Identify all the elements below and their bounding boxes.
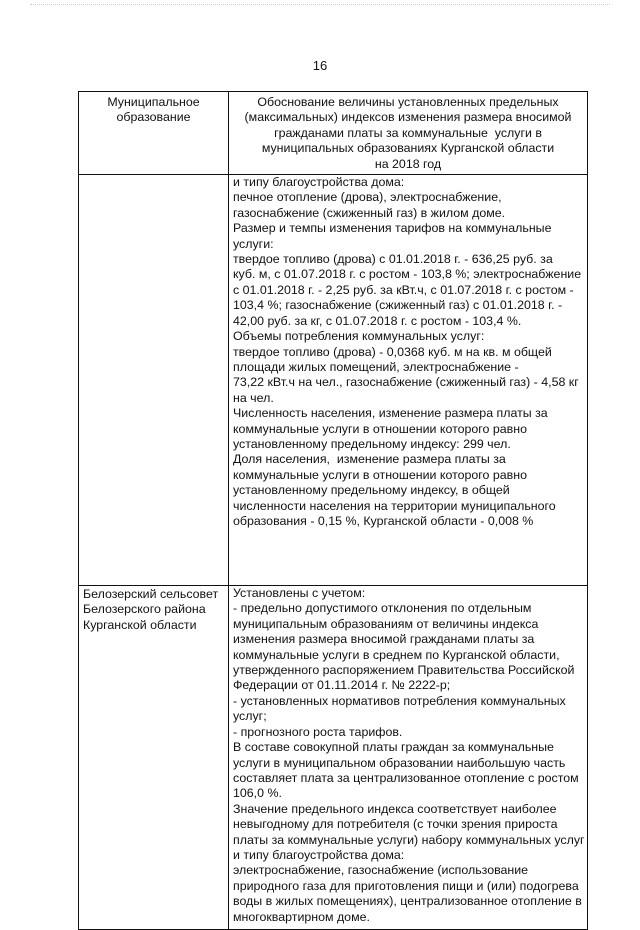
text-line: Установлены с учетом: — [233, 586, 366, 601]
table-header-row — [79, 92, 588, 175]
header-left-lines — [83, 95, 224, 126]
row1-right-lines — [233, 175, 585, 529]
justification-table — [78, 91, 588, 930]
text-line: на 2018 год — [374, 156, 442, 171]
text-line: изменения размера вносимой гражданами платы за — [233, 632, 535, 647]
text-line: образования - 0,15 %, Курганской области - 0,008 % — [233, 513, 534, 528]
text-line: численности населения на территории муниципального — [233, 498, 556, 513]
text-line: площади жилых помещений, электроснабжение - — [233, 359, 519, 374]
text-line: Размер и темпы изменения тарифов на коммунальные — [233, 221, 552, 236]
text-line: услуг; — [233, 709, 267, 724]
text-line: куб. м, с 01.07.2018 г. с ростом - 103,8 %; электроснабжение — [233, 267, 582, 282]
text-line: Курганской области — [83, 617, 197, 632]
header-right-lines — [233, 95, 583, 172]
row1-municipality-cell — [79, 175, 229, 586]
text-line: твердое топливо (дрова) с 01.01.2018 г. - 636,25 руб. за — [233, 252, 553, 267]
text-line: В составе совокупной платы граждан за коммунальные — [233, 740, 554, 755]
row2-right-lines — [233, 586, 585, 925]
text-line: образование — [116, 110, 191, 125]
text-line: Объемы потребления коммунальных услуг: — [233, 329, 485, 344]
text-line: Обоснование величины установленных предельных — [257, 95, 559, 109]
text-line: Федерации от 01.11.2014 г. № 2222-р; — [233, 678, 451, 693]
text-line: установленному предельному индексу: 299 чел. — [233, 436, 511, 451]
text-line: установленному предельному индексу, в общей — [233, 483, 510, 498]
page-number: 16 — [312, 58, 328, 73]
text-line: на чел. — [233, 390, 274, 405]
text-line: утвержденного распоряжением Правительства Российской — [233, 663, 575, 678]
text-line: печное отопление (дрова), электроснабжение, — [233, 190, 502, 205]
text-line: газоснабжение (сжиженный газ) в жилом доме. — [233, 205, 506, 220]
text-line: - предельно допустимого отклонения по отдельным — [233, 601, 532, 616]
text-line: 103,4 %; газоснабжение (сжиженный газ) с 01.01.2018 г. - — [233, 298, 563, 313]
text-line: гражданами платы за коммунальные услуги в — [274, 125, 542, 140]
text-line: муниципальным образованиям от величины индекса — [233, 616, 539, 631]
text-line: платы за коммунальные услуги) набору коммунальных услуг — [233, 832, 585, 847]
text-line: Белозерский сельсовет — [83, 587, 219, 602]
text-line: Муниципальное — [107, 95, 200, 109]
text-line: невыгодному для потребителя (с точки зрения прироста — [233, 817, 558, 832]
text-line: коммунальные услуги в среднем по Курганской области, — [233, 647, 560, 662]
text-line: Численность населения, изменение размера платы за — [233, 406, 548, 421]
text-line: с 01.01.2018 г. - 2,25 руб. за кВт.ч, с 01.07.2018 г. с ростом - — [233, 282, 574, 297]
header-municipality — [79, 92, 229, 175]
text-line: и типу благоустройства дома: — [233, 847, 405, 862]
row2-municipality-cell — [79, 586, 229, 930]
text-line: муниципальных образованиях Курганской области — [261, 141, 555, 156]
text-line: услуги в муниципальном образовании наибольшую часть — [233, 755, 566, 770]
table-row — [79, 175, 588, 586]
text-line: Белозерского района — [83, 602, 206, 617]
scan-artifact-marks — [30, 4, 610, 9]
table-row — [79, 586, 588, 930]
text-line: - установленных нормативов потребления коммунальных — [233, 693, 566, 708]
header-justification — [229, 92, 588, 175]
text-line: Значение предельного индекса соответствует наиболее — [233, 801, 557, 816]
text-line: многоквартирном доме. — [233, 909, 370, 924]
text-line: 42,00 руб. за кг, с 01.07.2018 г. с ростом - 103,4 %. — [233, 313, 522, 328]
text-line: и типу благоустройства дома: — [233, 175, 405, 190]
text-line: 73,22 кВт.ч на чел., газоснабжение (сжиженный газ) - 4,58 кг — [233, 375, 579, 390]
text-line: природного газа для приготовления пищи и (или) подогрева — [233, 878, 579, 893]
text-line: воды в жилых помещениях), централизованное отопление в — [233, 894, 582, 909]
row2-justification-cell — [229, 586, 588, 930]
text-line: 106,0 %. — [233, 786, 282, 801]
text-line: коммунальные услуги в отношении которого равно — [233, 421, 527, 436]
text-line: коммунальные услуги в отношении которого равно — [233, 467, 527, 482]
text-line: Доля населения, изменение размера платы за — [233, 452, 506, 467]
text-line: услуги: — [233, 236, 274, 251]
text-line: (максимальных) индексов изменения размера вносимой — [244, 110, 572, 125]
row1-justification-cell — [229, 175, 588, 586]
text-line: - прогнозного роста тарифов. — [233, 724, 403, 739]
text-line: твердое топливо (дрова) - 0,0368 куб. м на кв. м общей — [233, 344, 552, 359]
row2-left-lines — [83, 587, 226, 633]
text-line: составляет плата за централизованное отопление с ростом — [233, 770, 579, 785]
text-line: электроснабжение, газоснабжение (использование — [233, 863, 529, 878]
